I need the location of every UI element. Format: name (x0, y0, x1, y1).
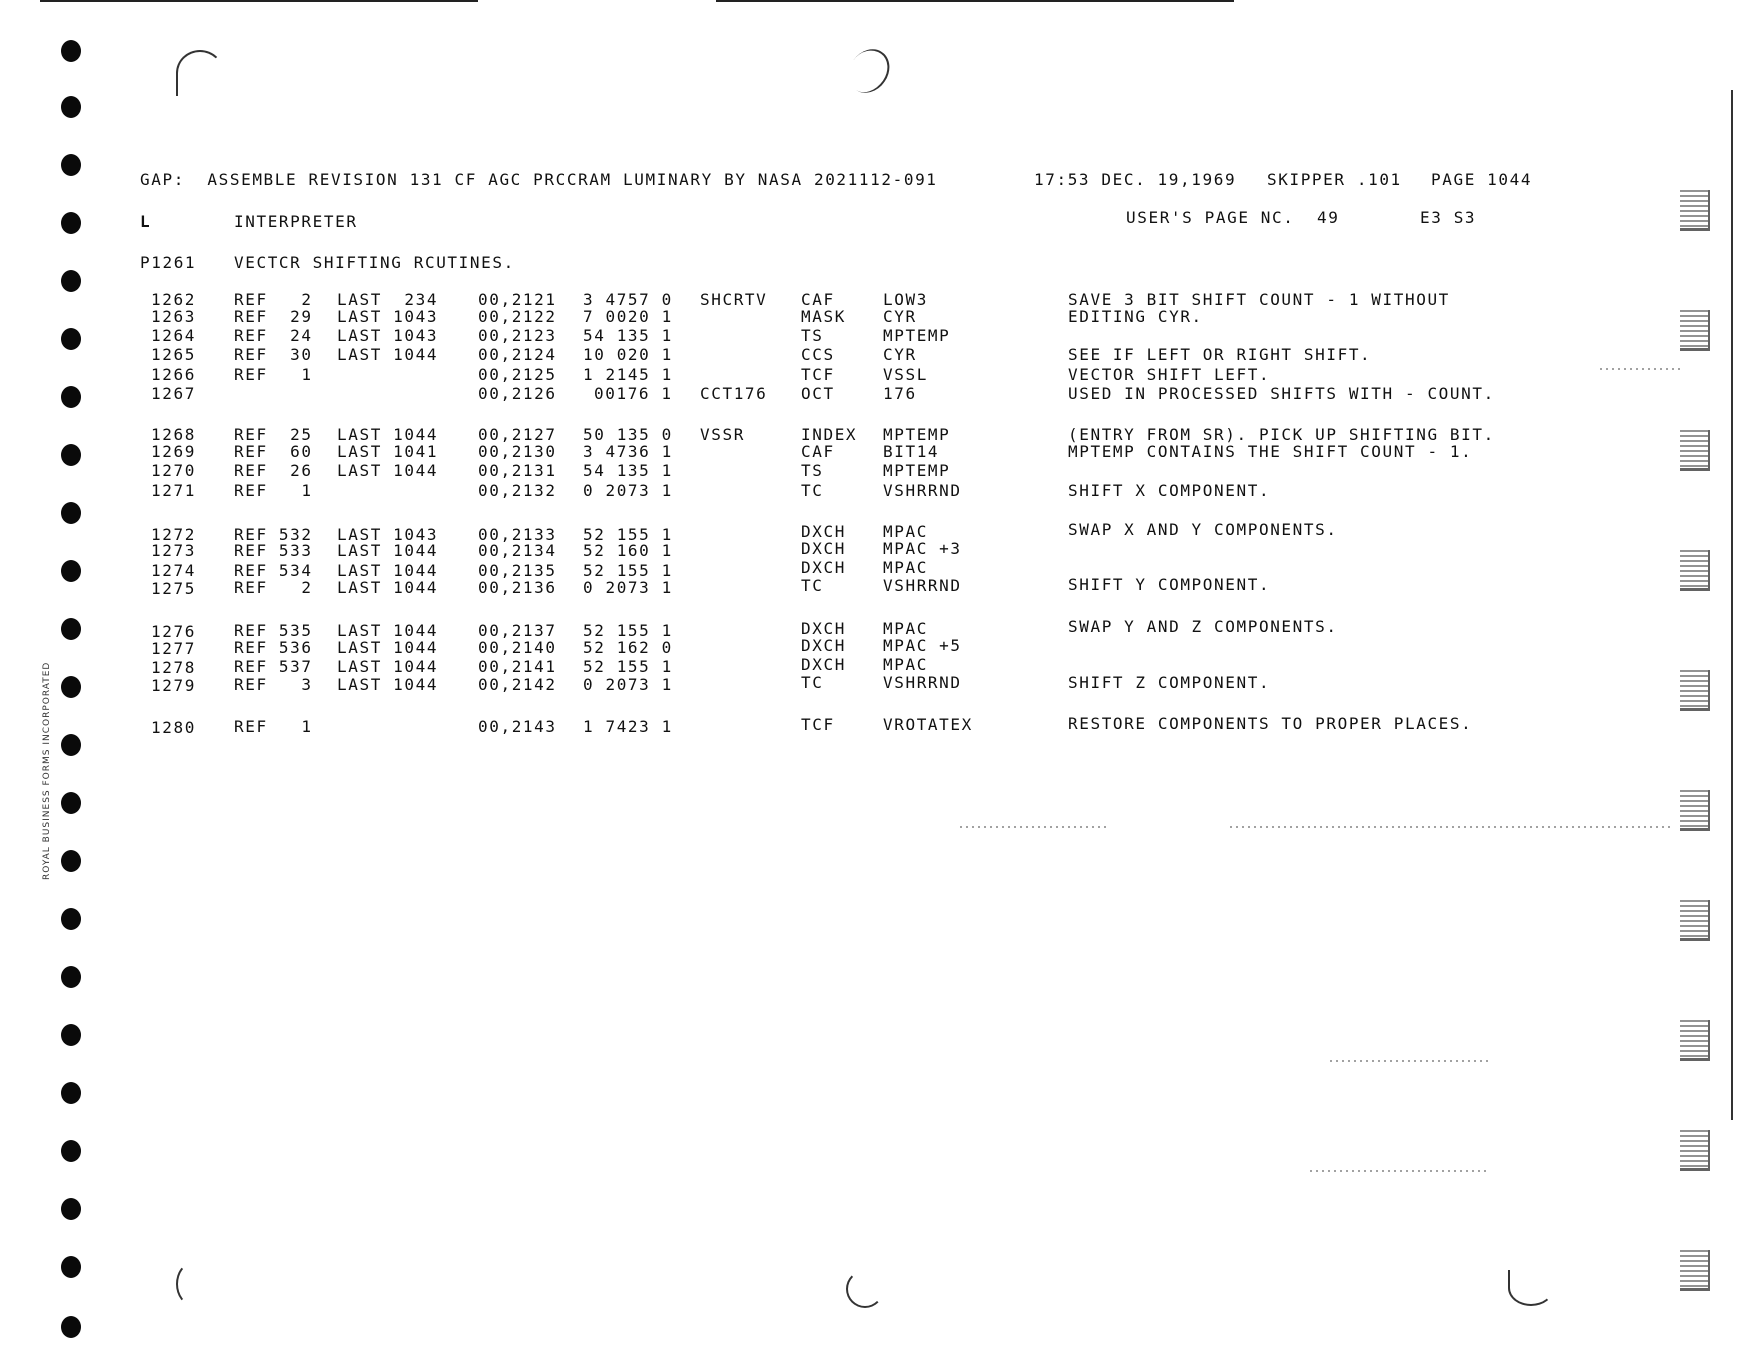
feed-hole (61, 270, 81, 292)
last-field: LAST 1043 (337, 326, 439, 345)
line-number: 1278 (151, 658, 196, 677)
scan-mark (1680, 310, 1710, 351)
assembly-header: GAP: ASSEMBLE REVISION 131 CF AGC PRCCRAM LUMINARY BY NASA 2021112-091 (140, 170, 938, 189)
operand-field: MPTEMP (883, 461, 951, 480)
operand-field: BIT14 (883, 442, 940, 461)
operand-field: MPAC (883, 558, 928, 577)
operand-field: CYR (883, 307, 917, 326)
address-field: 00,2143 (478, 717, 557, 736)
users-page-number: USER'S PAGE NC. 49 (1126, 208, 1340, 227)
feed-hole (61, 618, 81, 640)
octal-field: 1 2145 1 (583, 365, 673, 384)
ref-field: REF 534 (234, 561, 313, 580)
address-field: 00,2127 (478, 425, 557, 444)
octal-field: 52 162 0 (583, 638, 673, 657)
address-field: 00,2125 (478, 365, 557, 384)
ref-field: REF 532 (234, 525, 313, 544)
line-number: 1279 (151, 676, 196, 695)
opcode-field: TS (801, 326, 824, 345)
operand-field: MPTEMP (883, 425, 951, 444)
comment-field: SWAP X AND Y COMPONENTS. (1068, 520, 1338, 539)
scan-mark (1680, 790, 1710, 831)
address-field: 00,2126 (478, 384, 557, 403)
operand-field: VROTATEX (883, 715, 973, 734)
feed-hole (61, 1140, 81, 1162)
scan-mark (1680, 190, 1710, 231)
operand-field: MPAC +5 (883, 636, 962, 655)
page-curl-mark (840, 41, 898, 100)
feed-hole (61, 1024, 81, 1046)
last-field: LAST 1044 (337, 638, 439, 657)
opcode-field: TC (801, 673, 824, 692)
octal-field: 52 155 1 (583, 621, 673, 640)
octal-field: 10 020 1 (583, 345, 673, 364)
feed-hole (61, 386, 81, 408)
ref-field: REF 29 (234, 307, 313, 326)
line-number: 1265 (151, 345, 196, 364)
feed-hole (61, 154, 81, 176)
opcode-field: DXCH (801, 636, 846, 655)
operand-field: MPAC (883, 522, 928, 541)
opcode-field: DXCH (801, 619, 846, 638)
scan-mark (1680, 550, 1710, 591)
comment-field: EDITING CYR. (1068, 307, 1203, 326)
address-field: 00,2141 (478, 657, 557, 676)
page-label: P1261 (140, 253, 197, 272)
octal-field: 52 155 1 (583, 561, 673, 580)
octal-field: 0 2073 1 (583, 578, 673, 597)
last-field: LAST 1044 (337, 541, 439, 560)
octal-field: 1 7423 1 (583, 717, 673, 736)
octal-field: 0 2073 1 (583, 481, 673, 500)
line-number: 1271 (151, 481, 196, 500)
feed-hole (61, 1198, 81, 1220)
operand-field: VSHRRND (883, 481, 962, 500)
ref-field: REF 535 (234, 621, 313, 640)
octal-field: 3 4736 1 (583, 442, 673, 461)
operand-field: MPAC +3 (883, 539, 962, 558)
label-field: VSSR (700, 425, 745, 444)
opcode-field: TS (801, 461, 824, 480)
section-name: INTERPRETER (234, 212, 358, 231)
address-field: 00,2135 (478, 561, 557, 580)
feed-hole (61, 908, 81, 930)
last-field: LAST 1044 (337, 657, 439, 676)
octal-field: 0 2073 1 (583, 675, 673, 694)
ref-field: REF 24 (234, 326, 313, 345)
last-field: LAST 1041 (337, 442, 439, 461)
line-number: 1263 (151, 307, 196, 326)
address-field: 00,2140 (478, 638, 557, 657)
header-codes: E3 S3 (1420, 208, 1477, 227)
address-field: 00,2132 (478, 481, 557, 500)
top-rule-right (716, 0, 1234, 2)
feed-hole (61, 96, 81, 118)
section-letter: L (140, 212, 152, 231)
opcode-field: TCF (801, 365, 835, 384)
comment-field: SEE IF LEFT OR RIGHT SHIFT. (1068, 345, 1372, 364)
operand-field: CYR (883, 345, 917, 364)
line-number: 1269 (151, 442, 196, 461)
page-curl-mark (846, 1270, 884, 1308)
page-curl-mark (176, 1262, 210, 1306)
last-field: LAST 1043 (337, 307, 439, 326)
print-smudge (1230, 826, 1670, 828)
line-number: 1280 (151, 718, 196, 737)
form-maker-imprint: ROYAL BUSINESS FORMS INCORPORATED (42, 661, 52, 880)
comment-field: SHIFT Y COMPONENT. (1068, 575, 1271, 594)
comment-field: USED IN PROCESSED SHIFTS WITH - COUNT. (1068, 384, 1495, 403)
comment-field: SHIFT Z COMPONENT. (1068, 673, 1271, 692)
last-field: LAST 1044 (337, 561, 439, 580)
ref-field: REF 25 (234, 425, 313, 444)
feed-hole (61, 734, 81, 756)
feed-hole (61, 1316, 81, 1338)
octal-field: 7 0020 1 (583, 307, 673, 326)
scan-mark (1680, 670, 1710, 711)
address-field: 00,2130 (478, 442, 557, 461)
page-curl-mark (176, 50, 224, 96)
line-number: 1273 (151, 541, 196, 560)
opcode-field: INDEX (801, 425, 858, 444)
ref-field: REF 26 (234, 461, 313, 480)
address-field: 00,2122 (478, 307, 557, 326)
last-field: LAST 1044 (337, 675, 439, 694)
opcode-field: CAF (801, 442, 835, 461)
feed-hole (61, 676, 81, 698)
comment-field: MPTEMP CONTAINS THE SHIFT COUNT - 1. (1068, 442, 1473, 461)
address-field: 00,2121 (478, 290, 557, 309)
line-number: 1270 (151, 461, 196, 480)
ref-field: REF 533 (234, 541, 313, 560)
operand-field: MPAC (883, 619, 928, 638)
ref-field: REF 1 (234, 481, 313, 500)
page-number: PAGE 1044 (1431, 170, 1533, 189)
octal-field: 50 135 0 (583, 425, 673, 444)
address-field: 00,2133 (478, 525, 557, 544)
opcode-field: OCT (801, 384, 835, 403)
octal-field: 54 135 1 (583, 461, 673, 480)
feed-hole (61, 212, 81, 234)
address-field: 00,2142 (478, 675, 557, 694)
comment-field: RESTORE COMPONENTS TO PROPER PLACES. (1068, 714, 1473, 733)
line-number: 1276 (151, 622, 196, 641)
address-field: 00,2137 (478, 621, 557, 640)
comment-field: SAVE 3 BIT SHIFT COUNT - 1 WITHOUT (1068, 290, 1450, 309)
feed-hole (61, 444, 81, 466)
print-smudge (960, 826, 1110, 828)
ref-field: REF 1 (234, 717, 313, 736)
octal-field: 3 4757 0 (583, 290, 673, 309)
address-field: 00,2123 (478, 326, 557, 345)
line-number: 1264 (151, 326, 196, 345)
scan-mark (1680, 900, 1710, 941)
operand-field: MPTEMP (883, 326, 951, 345)
opcode-field: DXCH (801, 522, 846, 541)
comment-field: (ENTRY FROM SR). PICK UP SHIFTING BIT. (1068, 425, 1495, 444)
operand-field: VSHRRND (883, 576, 962, 595)
print-smudge (1310, 1170, 1490, 1172)
line-number: 1277 (151, 639, 196, 658)
last-field: LAST 1044 (337, 578, 439, 597)
last-field: LAST 1044 (337, 345, 439, 364)
feed-hole (61, 1082, 81, 1104)
line-number: 1266 (151, 365, 196, 384)
ref-field: REF 2 (234, 578, 313, 597)
address-field: 00,2124 (478, 345, 557, 364)
skipper-label: SKIPPER .101 (1267, 170, 1402, 189)
line-number: 1274 (151, 561, 196, 580)
opcode-field: TC (801, 481, 824, 500)
octal-field: 52 155 1 (583, 657, 673, 676)
ref-field: REF 3 (234, 675, 313, 694)
octal-field: 54 135 1 (583, 326, 673, 345)
octal-field: 00176 1 (594, 384, 673, 403)
last-field: LAST 1044 (337, 461, 439, 480)
octal-field: 52 155 1 (583, 525, 673, 544)
address-field: 00,2131 (478, 461, 557, 480)
line-number: 1262 (151, 290, 196, 309)
right-margin-rule (1731, 90, 1733, 1120)
octal-field: 52 160 1 (583, 541, 673, 560)
opcode-field: DXCH (801, 558, 846, 577)
last-field: LAST 1044 (337, 425, 439, 444)
comment-field: VECTOR SHIFT LEFT. (1068, 365, 1271, 384)
last-field: LAST 1043 (337, 525, 439, 544)
feed-hole (61, 792, 81, 814)
opcode-field: DXCH (801, 655, 846, 674)
page-title: VECTCR SHIFTING RCUTINES. (234, 253, 515, 272)
feed-hole (61, 40, 81, 62)
ref-field: REF 537 (234, 657, 313, 676)
operand-field: LOW3 (883, 290, 928, 309)
print-smudge (1330, 1060, 1490, 1062)
opcode-field: CCS (801, 345, 835, 364)
line-number: 1272 (151, 525, 196, 544)
ref-field: REF 30 (234, 345, 313, 364)
line-number: 1268 (151, 425, 196, 444)
print-smudge (1600, 368, 1680, 370)
last-field: LAST 234 (337, 290, 439, 309)
scan-mark (1680, 430, 1710, 471)
opcode-field: MASK (801, 307, 846, 326)
feed-hole (61, 560, 81, 582)
operand-field: VSSL (883, 365, 928, 384)
feed-hole (61, 1256, 81, 1278)
opcode-field: TC (801, 576, 824, 595)
feed-hole (61, 966, 81, 988)
feed-hole (61, 328, 81, 350)
ref-field: REF 60 (234, 442, 313, 461)
feed-hole (61, 502, 81, 524)
operand-field: VSHRRND (883, 673, 962, 692)
last-field: LAST 1044 (337, 621, 439, 640)
page-curl-mark (1508, 1270, 1554, 1306)
operand-field: MPAC (883, 655, 928, 674)
print-timestamp: 17:53 DEC. 19,1969 (1034, 170, 1237, 189)
ref-field: REF 536 (234, 638, 313, 657)
label-field: CCT176 (700, 384, 768, 403)
opcode-field: CAF (801, 290, 835, 309)
address-field: 00,2134 (478, 541, 557, 560)
feed-hole (61, 850, 81, 872)
line-number: 1275 (151, 579, 196, 598)
operand-field: 176 (883, 384, 917, 403)
scan-mark (1680, 1250, 1710, 1291)
ref-field: REF 1 (234, 365, 313, 384)
line-number: 1267 (151, 384, 196, 403)
ref-field: REF 2 (234, 290, 313, 309)
comment-field: SWAP Y AND Z COMPONENTS. (1068, 617, 1338, 636)
comment-field: SHIFT X COMPONENT. (1068, 481, 1271, 500)
label-field: SHCRTV (700, 290, 768, 309)
top-rule-left (40, 0, 478, 2)
opcode-field: DXCH (801, 539, 846, 558)
opcode-field: TCF (801, 715, 835, 734)
address-field: 00,2136 (478, 578, 557, 597)
scan-mark (1680, 1020, 1710, 1061)
scan-mark (1680, 1130, 1710, 1171)
